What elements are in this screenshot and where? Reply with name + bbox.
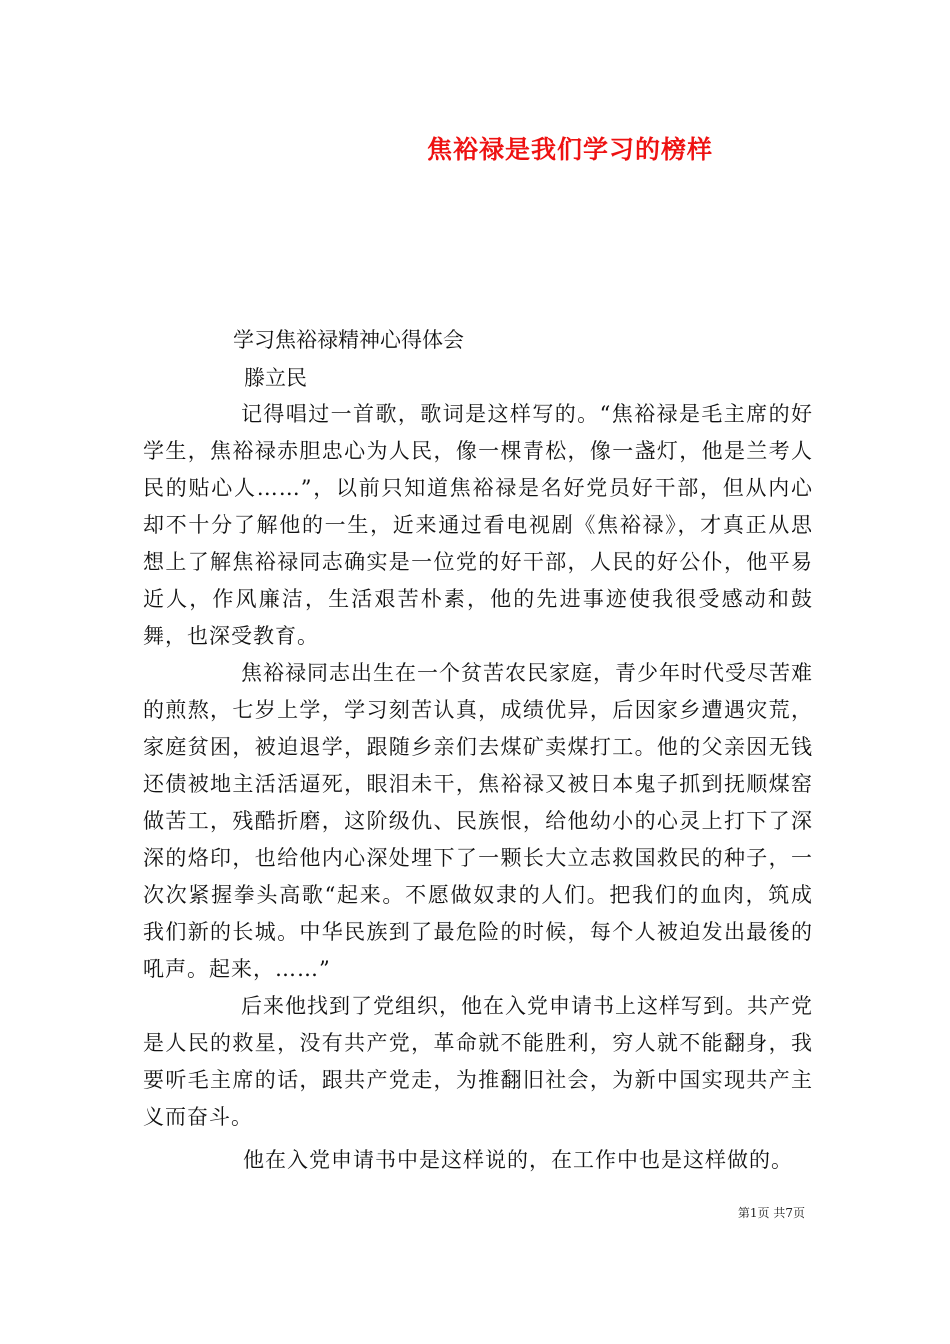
document-body	[143, 396, 813, 1179]
paragraph-3: 后来他找到了党组织，他在入党申请书上这样写到。共产党是人民的救星，没有共产党，革命就不能胜利，穷人就不能翻身，我要听毛主席的话，跟共产党走，为推翻旧社会，为新中国实现共产主义而奋斗。	[143, 994, 813, 1129]
document-title: 焦裕禄是我们学习的榜样	[426, 135, 713, 164]
page-number: 第1页 共7页	[737, 1206, 805, 1220]
author-name: 滕立民	[244, 366, 307, 390]
paragraph-1: 记得唱过一首歌，歌词是这样写的。“焦裕禄是毛主席的好学生，焦裕禄赤胆忠心为人民，像一棵青松，像一盏灯，他是兰考人民的贴心人……”，以前只知道焦裕禄是名好党员好干部，但从内心却不十分了解他的一生，近来通过看电视剧《焦裕禄》，才真正从思想上了解焦裕禄同志确实是一位党的好干部，人民的好公仆，他平易近人，作风廉洁，生活艰苦朴素，他的先进事迹使我很受感动和鼓舞，也深受教育。	[143, 402, 813, 648]
document-subtitle: 学习焦裕禄精神心得体会	[233, 328, 464, 352]
paragraph-2: 焦裕禄同志出生在一个贫苦农民家庭，青少年时代受尽苦难的煎熬，七岁上学，学习刻苦认真，成绩优异，后因家乡遭遇灾荒，家庭贫困，被迫退学，跟随乡亲们去煤矿卖煤打工。他的父亲因无钱还债被地主活活逼死，眼泪未干，焦裕禄又被日本鬼子抓到抚顺煤窑做苦工，残酷折磨，这阶级仇、民族恨，给他幼小的心灵上打下了深深的烙印，也给他内心深处埋下了一颗长大立志救国救民的种子，一次次紧握拳头高歌“起来。不愿做奴隶的人们。把我们的血肉，筑成我们新的长城。中华民族到了最危险的时候，每个人被迫发出最後的吼声。起来，……”	[143, 661, 813, 981]
paragraph-4: 他在入党申请书中是这样说的，在工作中也是这样做的。	[243, 1148, 793, 1172]
